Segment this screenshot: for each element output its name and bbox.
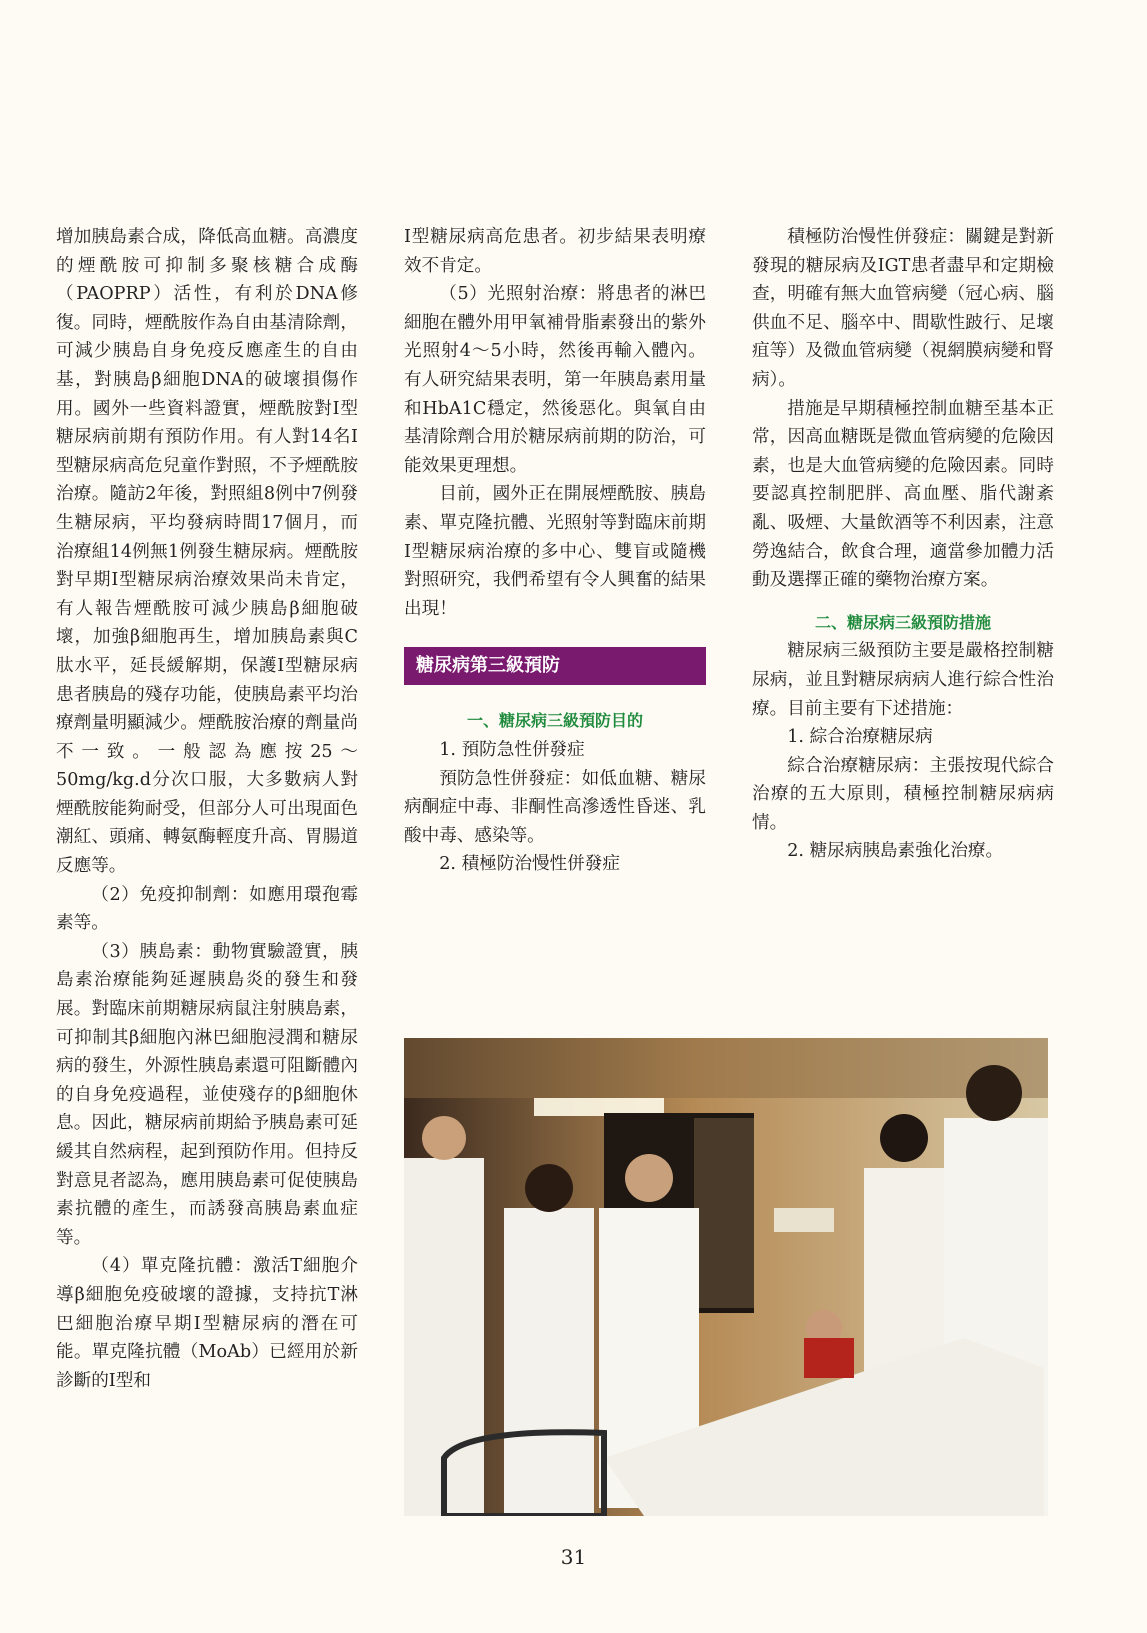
list-item: 1. 預防急性併發症 — [439, 739, 585, 760]
section-subheading: 二、糖尿病三級預防措施 — [814, 612, 991, 632]
list-item: 2. 糖尿病胰島素強化治療。 — [787, 841, 1004, 862]
hospital-ward-photo — [404, 1038, 1048, 1516]
paragraph: 目前，國外正在開展煙酰胺、胰島素、單克隆抗體、光照射等對臨床前期I型糖尿病治療的多中心、雙盲或隨機對照研究，我們希望有令人興奮的結果出現！ — [404, 484, 706, 619]
list-item: 2. 積極防治慢性併發症 — [439, 854, 620, 875]
paragraph: （4）單克隆抗體：激活T細胞介導β細胞免疫破壞的證據，支持抗T淋巴細胞治療早期I型糖尿病的潛在可能。單克隆抗體（MoAb）已經用於新診斷的I型和 — [56, 1256, 358, 1391]
paragraph: 糖尿病三級預防主要是嚴格控制糖尿病，並且對糖尿病病人進行綜合性治療。目前主要有下述措施： — [752, 641, 1054, 719]
list-item: 1. 綜合治療糖尿病 — [787, 727, 933, 748]
paragraph: 預防急性併發症：如低血糖、糖尿病酮症中毒、非酮性高滲透性昏迷、乳酸中毒、感染等。 — [404, 768, 706, 846]
column-2 — [404, 223, 706, 879]
paragraph: （3）胰島素：動物實驗證實，胰島素治療能夠延遲胰島炎的發生和發展。對臨床前期糖尿病鼠注射胰島素，可抑制其β細胞內淋巴細胞浸潤和糖尿病的發生，外源性胰島素還可阻斷體內的自身免疫過程，並使殘存的β細胞休息。因此，糖尿病前期給予胰島素可延緩其自然病程，起到預防作用。但持反對意見者認為，應用胰島素可促使胰島素抗體的產生，而誘發高胰島素血症等。 — [56, 941, 358, 1248]
paragraph: 綜合治療糖尿病：主張按現代綜合治療的五大原則，積極控制糖尿病病情。 — [752, 755, 1054, 833]
paragraph: （5）光照射治療：將患者的淋巴細胞在體外用甲氧補骨脂素發出的紫外光照射4～5小時，然後再輸入體內。有人研究結果表明，第一年胰島素用量和HbA1C穩定，然後惡化。與氧自由基清除劑合用於糖尿病前期的防治，可能效果更理想。 — [404, 284, 706, 476]
page-number: 31 — [560, 1545, 587, 1569]
paragraph: 措施是早期積極控制血糖至基本正常，因高血糖既是微血管病變的危險因素，也是大血管病變的危險因素。同時要認真控制肥胖、高血壓、脂代謝紊亂、吸煙、大量飲酒等不利因素，注意勞逸結合，飲食合理，適當參加體力活動及選擇正確的藥物治療方案。 — [752, 398, 1054, 591]
section-banner: 糖尿病第三級預防 — [404, 647, 706, 685]
section-subheading: 一、糖尿病三級預防目的 — [466, 711, 643, 731]
paragraph: 增加胰島素合成，降低高血糖。高濃度的煙酰胺可抑制多聚核糖合成酶（PAOPRP）活性，有利於DNA修復。同時，煙酰胺作為自由基清除劑，可減少胰島自身免疫反應產生的自由基，對胰島β細胞DNA的破壞損傷作用。國外一些資料證實，煙酰胺對I型糖尿病前期有預防作用。有人對14名I型糖尿病高危兒童作對照，不予煙酰胺治療。隨訪2年後，對照組8例中7例發生糖尿病，平均發病時間17個月，而治療組14例無1例發生糖尿病。煙酰胺對早期I型糖尿病治療效果尚未肯定，有人報告煙酰胺可減少胰島β細胞破壞，加強β細胞再生，增加胰島素與C肽水平，延長緩解期，保護I型糖尿病患者胰島的殘存功能，使胰島素平均治療劑量明顯減少。煙酰胺治療的劑量尚不一致。一般認為應按25～50mg/kg.d分次口服，大多數病人對煙酰胺能夠耐受，但部分人可出現面色潮紅、頭痛、轉氨酶輕度升高、胃腸道反應等。 — [56, 227, 358, 877]
column-1 — [56, 223, 358, 1395]
column-3 — [752, 223, 1054, 866]
photo-illustration — [404, 1038, 1048, 1516]
paragraph: 積極防治慢性併發症：關鍵是對新發現的糖尿病及IGT患者盡早和定期檢查，明確有無大血管病變（冠心病、腦供血不足、腦卒中、間歇性跛行、足壞疽等）及微血管病變（視網膜病變和腎病）。 — [752, 227, 1054, 390]
paragraph: （2）免疫抑制劑：如應用環孢霉素等。 — [56, 884, 358, 934]
paragraph: I型糖尿病高危患者。初步結果表明療效不肯定。 — [404, 227, 706, 276]
